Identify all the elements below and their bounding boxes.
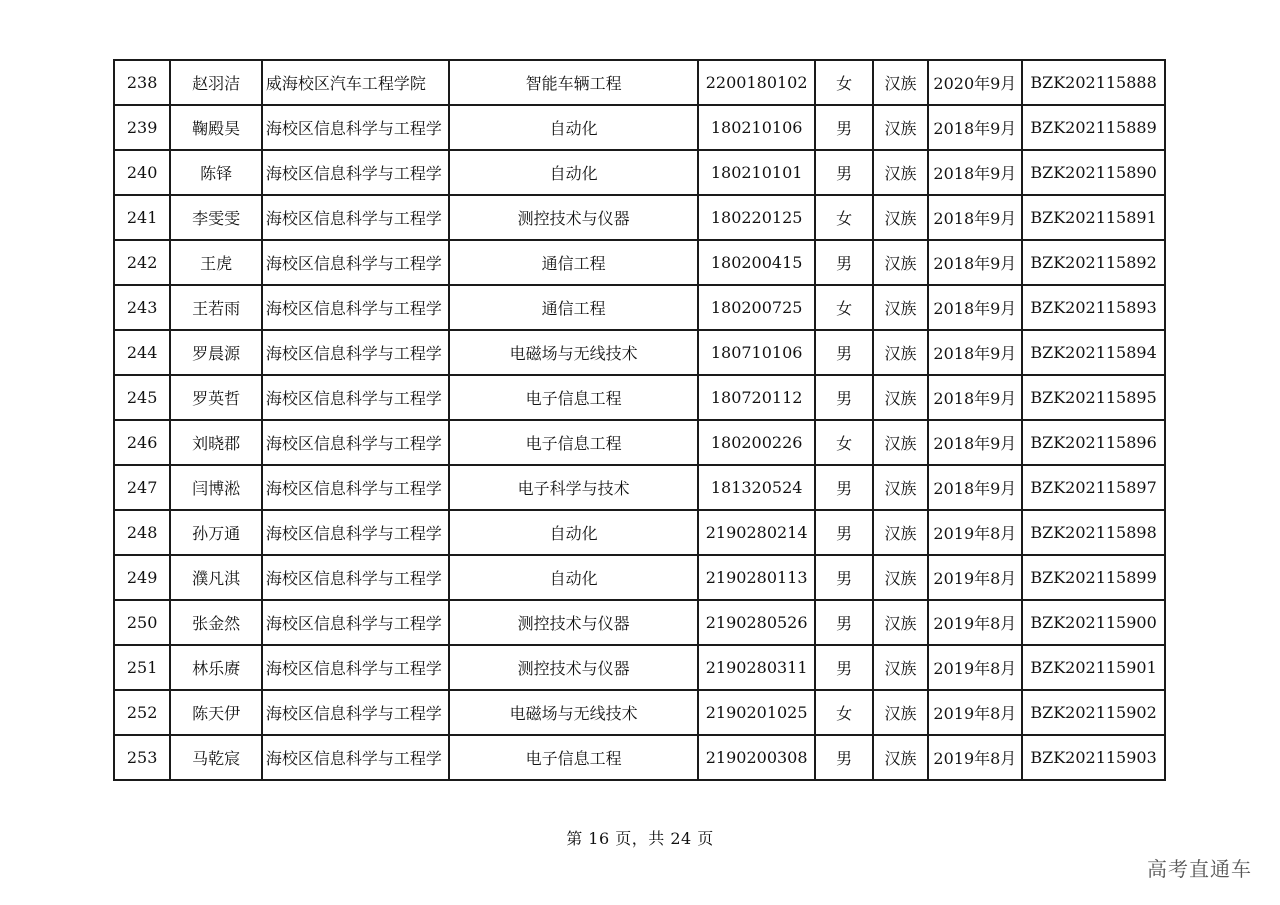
cell-number: 243 [114, 285, 170, 330]
cell-number: 252 [114, 690, 170, 735]
cell-college: 威海校区汽车工程学院 [262, 60, 449, 105]
table-row [114, 510, 1165, 555]
cell-name: 闫博淞 [170, 465, 262, 510]
cell-major: 电子科学与技术 [449, 465, 698, 510]
cell-college: 海校区信息科学与工程学 [262, 600, 449, 645]
cell-number: 244 [114, 330, 170, 375]
cell-name: 马乾宸 [170, 735, 262, 780]
cell-gender: 男 [815, 555, 873, 600]
cell-number: 247 [114, 465, 170, 510]
cell-certificate-no: BZK202115900 [1022, 600, 1165, 645]
cell-college: 海校区信息科学与工程学 [262, 285, 449, 330]
cell-certificate-no: BZK202115890 [1022, 150, 1165, 195]
cell-student-id: 2190200308 [698, 735, 815, 780]
table-row [114, 690, 1165, 735]
cell-number: 246 [114, 420, 170, 465]
table-row [114, 330, 1165, 375]
cell-gender: 男 [815, 150, 873, 195]
cell-college: 海校区信息科学与工程学 [262, 735, 449, 780]
cell-ethnicity: 汉族 [873, 60, 927, 105]
cell-enroll-date: 2019年8月 [928, 690, 1023, 735]
watermark-text: 高考直通车 [1147, 857, 1252, 881]
cell-ethnicity: 汉族 [873, 645, 927, 690]
cell-name: 罗英哲 [170, 375, 262, 420]
cell-certificate-no: BZK202115897 [1022, 465, 1165, 510]
cell-number: 250 [114, 600, 170, 645]
cell-gender: 男 [815, 330, 873, 375]
cell-number: 251 [114, 645, 170, 690]
cell-student-id: 2190201025 [698, 690, 815, 735]
cell-name: 鞠殿昊 [170, 105, 262, 150]
cell-name: 张金然 [170, 600, 262, 645]
cell-enroll-date: 2020年9月 [928, 60, 1023, 105]
cell-number: 242 [114, 240, 170, 285]
cell-enroll-date: 2019年8月 [928, 645, 1023, 690]
cell-student-id: 180200725 [698, 285, 815, 330]
cell-major: 电子信息工程 [449, 420, 698, 465]
cell-name: 刘晓郡 [170, 420, 262, 465]
cell-enroll-date: 2018年9月 [928, 105, 1023, 150]
cell-certificate-no: BZK202115901 [1022, 645, 1165, 690]
cell-student-id: 2200180102 [698, 60, 815, 105]
cell-college: 海校区信息科学与工程学 [262, 240, 449, 285]
cell-certificate-no: BZK202115896 [1022, 420, 1165, 465]
cell-certificate-no: BZK202115892 [1022, 240, 1165, 285]
table-row [114, 420, 1165, 465]
cell-ethnicity: 汉族 [873, 285, 927, 330]
page-number: 第 16 页，共 24 页 [566, 829, 714, 848]
cell-certificate-no: BZK202115894 [1022, 330, 1165, 375]
cell-certificate-no: BZK202115898 [1022, 510, 1165, 555]
cell-number: 240 [114, 150, 170, 195]
cell-enroll-date: 2018年9月 [928, 150, 1023, 195]
cell-ethnicity: 汉族 [873, 420, 927, 465]
cell-gender: 女 [815, 60, 873, 105]
cell-enroll-date: 2019年8月 [928, 510, 1023, 555]
cell-college: 海校区信息科学与工程学 [262, 105, 449, 150]
cell-ethnicity: 汉族 [873, 735, 927, 780]
cell-name: 王若雨 [170, 285, 262, 330]
table-row [114, 735, 1165, 780]
cell-ethnicity: 汉族 [873, 105, 927, 150]
cell-gender: 男 [815, 465, 873, 510]
cell-certificate-no: BZK202115888 [1022, 60, 1165, 105]
cell-number: 253 [114, 735, 170, 780]
cell-number: 248 [114, 510, 170, 555]
cell-college: 海校区信息科学与工程学 [262, 510, 449, 555]
cell-college: 海校区信息科学与工程学 [262, 330, 449, 375]
cell-enroll-date: 2019年8月 [928, 555, 1023, 600]
cell-major: 自动化 [449, 150, 698, 195]
cell-enroll-date: 2018年9月 [928, 465, 1023, 510]
cell-enroll-date: 2018年9月 [928, 195, 1023, 240]
cell-certificate-no: BZK202115899 [1022, 555, 1165, 600]
cell-name: 陈铎 [170, 150, 262, 195]
cell-gender: 男 [815, 600, 873, 645]
cell-name: 赵羽洁 [170, 60, 262, 105]
cell-gender: 男 [815, 645, 873, 690]
table-row [114, 195, 1165, 240]
cell-gender: 男 [815, 240, 873, 285]
cell-gender: 女 [815, 285, 873, 330]
cell-name: 罗晨源 [170, 330, 262, 375]
cell-ethnicity: 汉族 [873, 510, 927, 555]
cell-student-id: 180200415 [698, 240, 815, 285]
cell-major: 电磁场与无线技术 [449, 330, 698, 375]
cell-number: 241 [114, 195, 170, 240]
cell-gender: 女 [815, 420, 873, 465]
cell-certificate-no: BZK202115903 [1022, 735, 1165, 780]
cell-enroll-date: 2018年9月 [928, 240, 1023, 285]
cell-major: 通信工程 [449, 240, 698, 285]
cell-ethnicity: 汉族 [873, 600, 927, 645]
cell-major: 自动化 [449, 105, 698, 150]
cell-gender: 女 [815, 690, 873, 735]
cell-student-id: 180220125 [698, 195, 815, 240]
cell-name: 陈天伊 [170, 690, 262, 735]
cell-certificate-no: BZK202115895 [1022, 375, 1165, 420]
table-row [114, 150, 1165, 195]
table-row [114, 240, 1165, 285]
cell-gender: 男 [815, 375, 873, 420]
cell-certificate-no: BZK202115889 [1022, 105, 1165, 150]
cell-major: 自动化 [449, 555, 698, 600]
cell-college: 海校区信息科学与工程学 [262, 420, 449, 465]
cell-major: 测控技术与仪器 [449, 600, 698, 645]
cell-college: 海校区信息科学与工程学 [262, 645, 449, 690]
cell-ethnicity: 汉族 [873, 375, 927, 420]
cell-ethnicity: 汉族 [873, 240, 927, 285]
table-row [114, 555, 1165, 600]
table-row [114, 105, 1165, 150]
table-row [114, 465, 1165, 510]
cell-name: 王虎 [170, 240, 262, 285]
cell-student-id: 180720112 [698, 375, 815, 420]
cell-college: 海校区信息科学与工程学 [262, 375, 449, 420]
cell-college: 海校区信息科学与工程学 [262, 150, 449, 195]
cell-number: 239 [114, 105, 170, 150]
cell-major: 电磁场与无线技术 [449, 690, 698, 735]
cell-college: 海校区信息科学与工程学 [262, 465, 449, 510]
cell-number: 245 [114, 375, 170, 420]
cell-student-id: 180210106 [698, 105, 815, 150]
cell-student-id: 180200226 [698, 420, 815, 465]
cell-name: 濮凡淇 [170, 555, 262, 600]
cell-enroll-date: 2018年9月 [928, 285, 1023, 330]
cell-major: 测控技术与仪器 [449, 645, 698, 690]
cell-enroll-date: 2018年9月 [928, 420, 1023, 465]
cell-gender: 男 [815, 735, 873, 780]
cell-name: 李雯雯 [170, 195, 262, 240]
cell-student-id: 2190280311 [698, 645, 815, 690]
roster-table-body [114, 60, 1165, 780]
cell-college: 海校区信息科学与工程学 [262, 195, 449, 240]
cell-major: 电子信息工程 [449, 375, 698, 420]
cell-major: 通信工程 [449, 285, 698, 330]
table-row [114, 600, 1165, 645]
table-row [114, 60, 1165, 105]
cell-major: 智能车辆工程 [449, 60, 698, 105]
table-row [114, 285, 1165, 330]
cell-college: 海校区信息科学与工程学 [262, 555, 449, 600]
cell-enroll-date: 2018年9月 [928, 375, 1023, 420]
cell-ethnicity: 汉族 [873, 150, 927, 195]
cell-student-id: 2190280214 [698, 510, 815, 555]
cell-ethnicity: 汉族 [873, 555, 927, 600]
cell-ethnicity: 汉族 [873, 690, 927, 735]
cell-certificate-no: BZK202115893 [1022, 285, 1165, 330]
cell-student-id: 2190280526 [698, 600, 815, 645]
cell-major: 电子信息工程 [449, 735, 698, 780]
cell-ethnicity: 汉族 [873, 465, 927, 510]
cell-gender: 女 [815, 195, 873, 240]
cell-certificate-no: BZK202115891 [1022, 195, 1165, 240]
cell-student-id: 181320524 [698, 465, 815, 510]
cell-ethnicity: 汉族 [873, 330, 927, 375]
cell-college: 海校区信息科学与工程学 [262, 690, 449, 735]
table-row [114, 645, 1165, 690]
cell-enroll-date: 2019年8月 [928, 600, 1023, 645]
cell-name: 孙万通 [170, 510, 262, 555]
cell-major: 自动化 [449, 510, 698, 555]
table-row [114, 375, 1165, 420]
cell-ethnicity: 汉族 [873, 195, 927, 240]
cell-enroll-date: 2018年9月 [928, 330, 1023, 375]
cell-certificate-no: BZK202115902 [1022, 690, 1165, 735]
cell-name: 林乐赓 [170, 645, 262, 690]
cell-gender: 男 [815, 105, 873, 150]
cell-major: 测控技术与仪器 [449, 195, 698, 240]
cell-student-id: 180210101 [698, 150, 815, 195]
roster-table [113, 59, 1166, 781]
cell-student-id: 180710106 [698, 330, 815, 375]
cell-gender: 男 [815, 510, 873, 555]
cell-number: 238 [114, 60, 170, 105]
cell-number: 249 [114, 555, 170, 600]
cell-enroll-date: 2019年8月 [928, 735, 1023, 780]
cell-student-id: 2190280113 [698, 555, 815, 600]
